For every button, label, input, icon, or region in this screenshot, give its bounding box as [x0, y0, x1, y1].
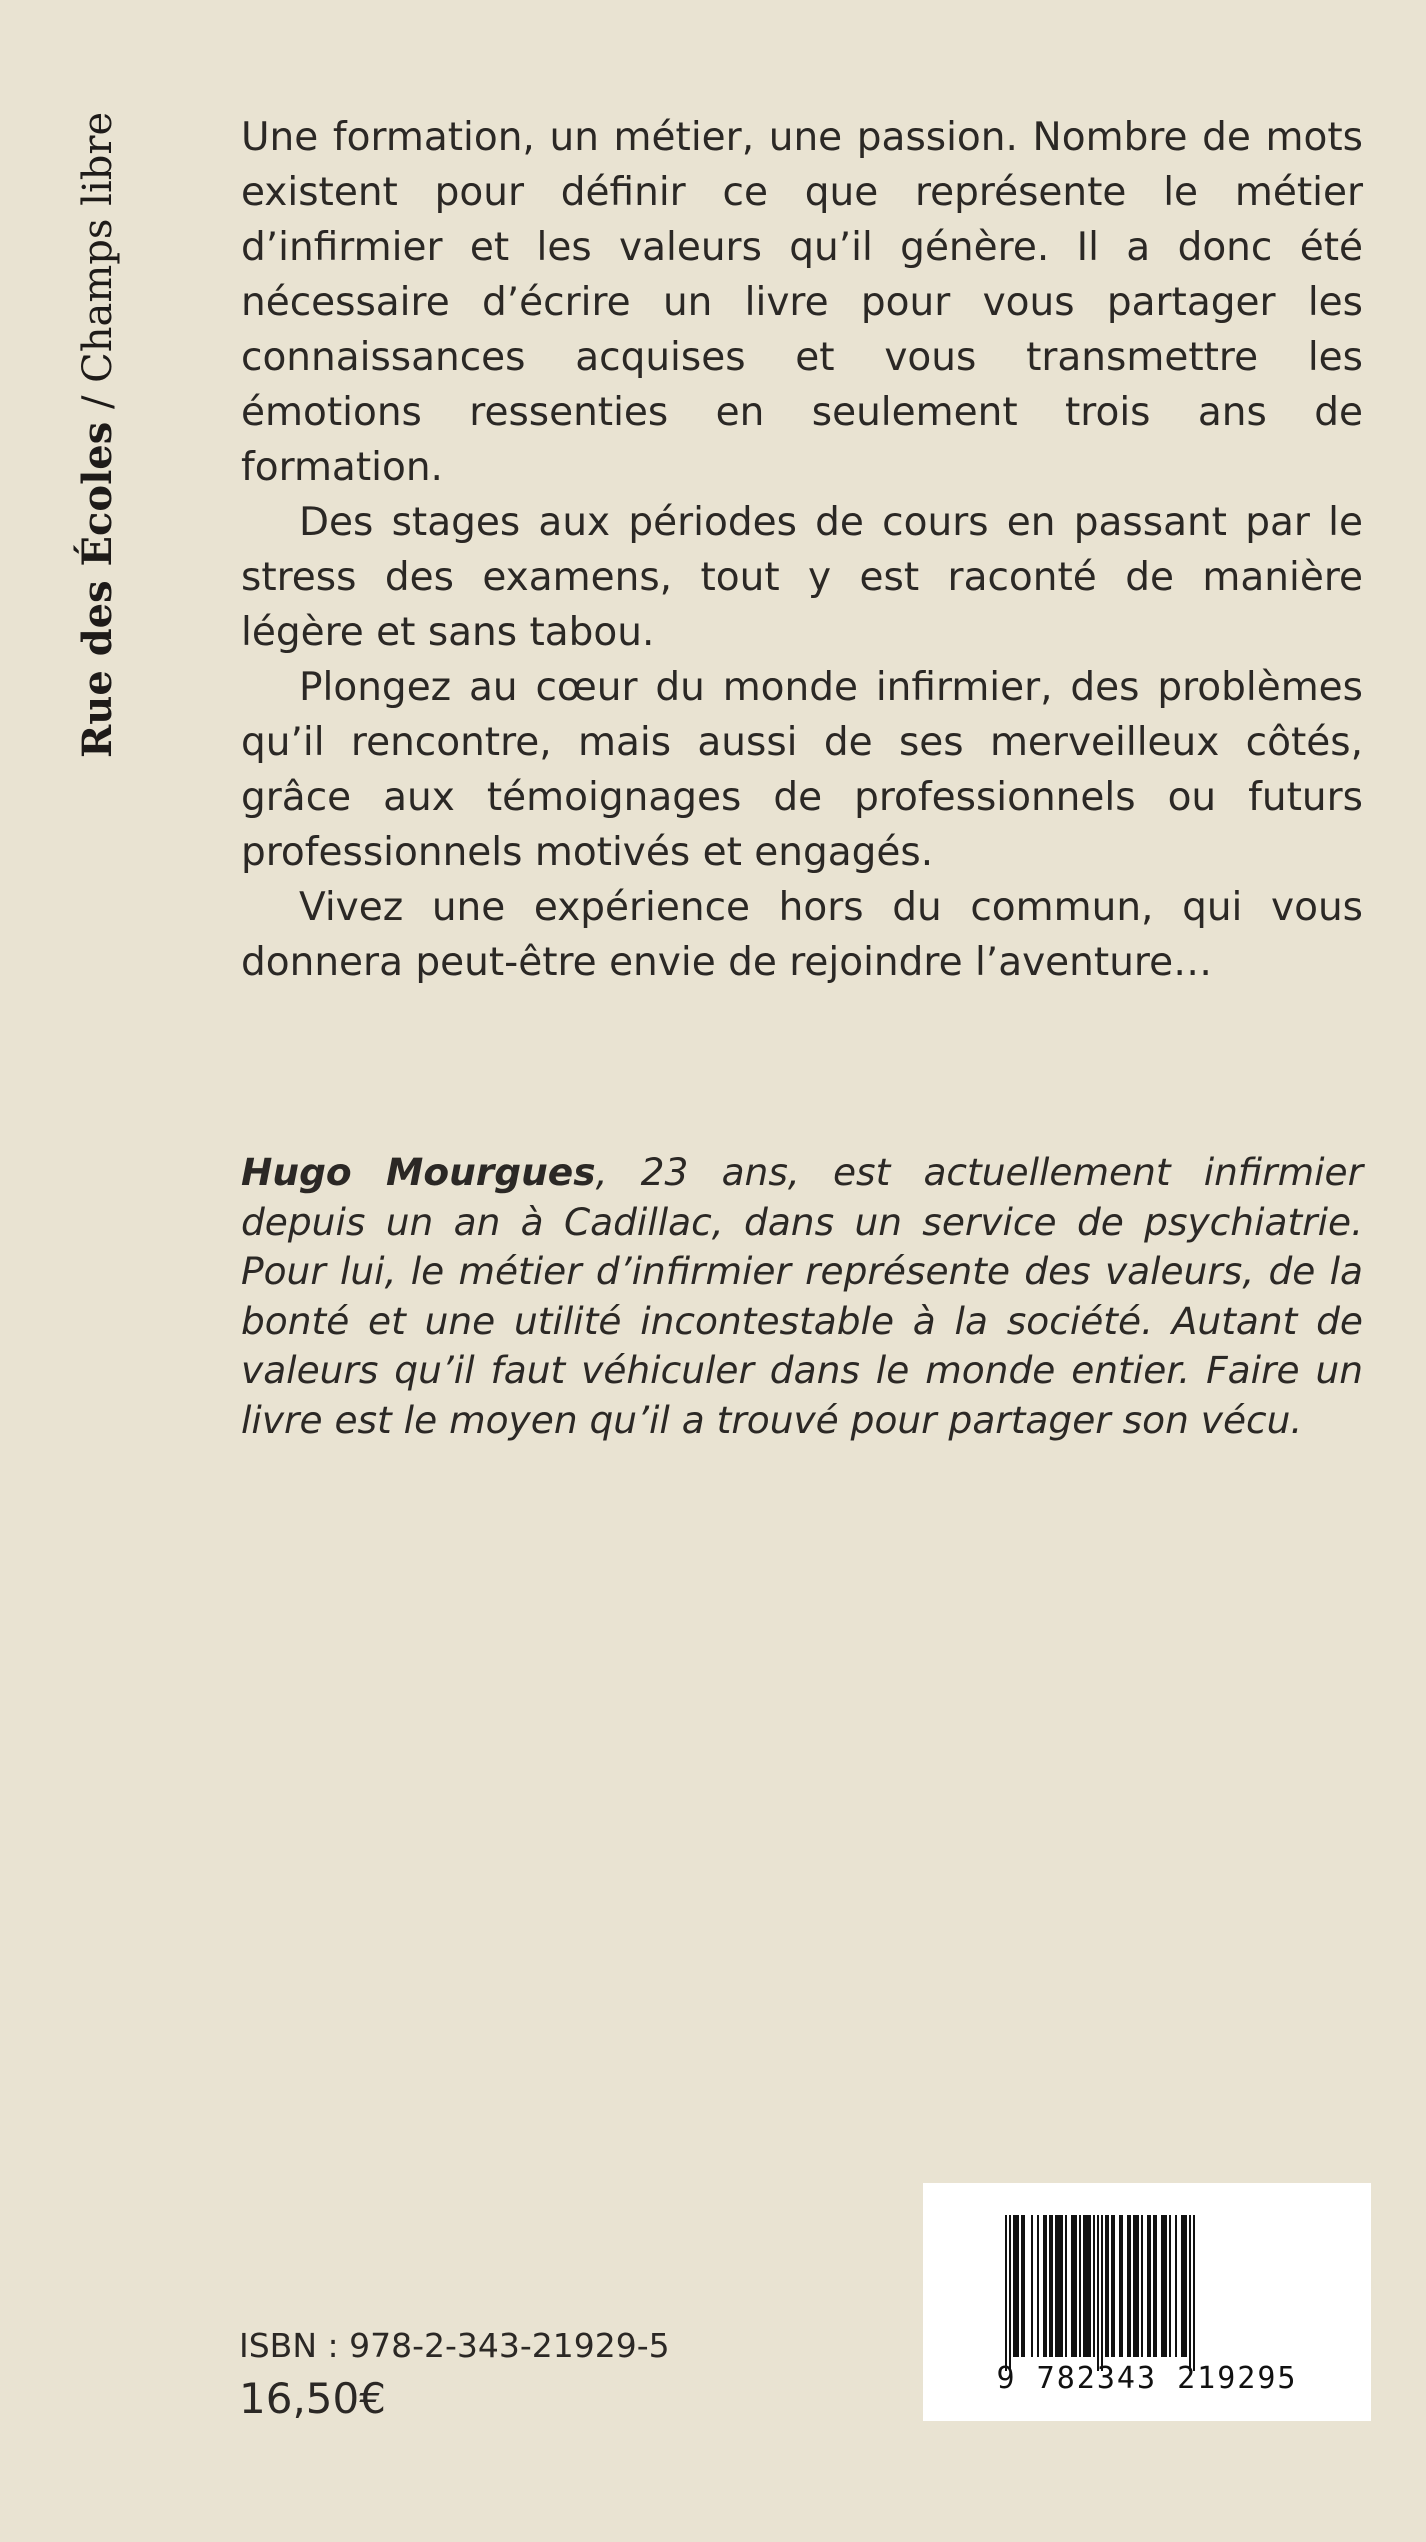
barcode-bar — [1129, 2215, 1131, 2357]
barcode-bar — [1101, 2215, 1103, 2371]
barcode-bar — [1181, 2215, 1183, 2357]
barcode — [923, 2183, 1371, 2421]
barcode-bar — [1183, 2215, 1185, 2357]
barcode-bar — [1083, 2215, 1085, 2357]
barcode-bar — [1155, 2215, 1157, 2357]
barcode-bar — [1135, 2215, 1137, 2357]
collection-name: Champs libre — [75, 111, 121, 383]
author-bio — [241, 1148, 1363, 1445]
blurb-paragraph-4: Vivez une expérience hors du commun, qui vous donnera peut-être envie de rejoindre l’aventure… — [241, 885, 1363, 985]
series-separator: / — [75, 382, 121, 422]
barcode-bar — [1163, 2215, 1165, 2357]
blurb-paragraph-3: Plongez au cœur du monde infirmier, des problèmes qu’il rencontre, mais aussi de ses merveilleux côtés, grâce aux témoignages de professionnels ou futurs professionnels motivés et engagés. — [241, 665, 1363, 875]
barcode-bar — [1017, 2215, 1019, 2357]
barcode-bar — [1059, 2215, 1061, 2357]
blurb-paragraph-1: Une formation, un métier, une passion. Nombre de mots existent pour définir ce que représente le métier d’infirmier et les valeurs qu’il génère. Il a donc été nécessaire d’écrire un livre pour vous partager les connaissances acquises et vous transmettre les émotions ressenties en seulement trois ans de formation. — [241, 115, 1363, 490]
barcode-bar — [1093, 2215, 1095, 2357]
barcode-bar — [1089, 2215, 1091, 2357]
barcode-bar — [1141, 2215, 1143, 2357]
price-label: 16,50€ — [239, 2374, 386, 2423]
barcode-bar — [1133, 2215, 1135, 2357]
barcode-bar — [1097, 2215, 1099, 2371]
book-blurb — [241, 110, 1363, 990]
barcode-bar — [1079, 2215, 1081, 2357]
barcode-bar — [1147, 2215, 1149, 2357]
barcode-bar — [1127, 2215, 1129, 2357]
barcode-bar — [1061, 2215, 1063, 2357]
barcode-bar — [1149, 2215, 1151, 2357]
barcode-bar — [1021, 2215, 1023, 2357]
barcode-bar — [1045, 2215, 1047, 2357]
barcode-bar — [1185, 2215, 1187, 2357]
barcode-bar — [1015, 2215, 1017, 2357]
barcode-bar — [1085, 2215, 1087, 2357]
barcode-bar — [1119, 2215, 1121, 2357]
barcode-bar — [1153, 2215, 1155, 2357]
barcode-digits: 9 782343 219295 — [996, 2361, 1298, 2396]
barcode-bar — [1189, 2215, 1191, 2371]
barcode-bar — [1051, 2215, 1053, 2357]
barcode-bar — [1013, 2215, 1015, 2357]
barcode-bar — [1049, 2215, 1051, 2357]
author-bio-text: , 23 ans, est actuellement infirmier depuis un an à Cadillac, dans un service de psychiatrie. Pour lui, le métier d’infirmier représente des valeurs, de la bonté et une utilité incontestable à la société. Autant de valeurs qu’il faut véhiculer dans le monde entier. Faire un livre est le moyen qu’il a trouvé pour partager son vécu. — [241, 1150, 1364, 1442]
barcode-bar — [1009, 2215, 1011, 2371]
barcode-bar — [1031, 2215, 1033, 2357]
barcode-bar — [1107, 2215, 1109, 2357]
barcode-bar — [1005, 2215, 1007, 2371]
barcode-bar — [1105, 2215, 1107, 2357]
barcode-bar — [1023, 2215, 1025, 2357]
barcode-bar — [1055, 2215, 1057, 2357]
barcode-bar — [1193, 2215, 1195, 2371]
barcode-bar — [1087, 2215, 1089, 2357]
barcode-bar — [1169, 2215, 1171, 2357]
barcode-bar — [1075, 2215, 1077, 2357]
barcode-bar — [1165, 2215, 1167, 2357]
barcode-bar — [1175, 2215, 1177, 2357]
isbn-label: ISBN : 978-2-343-21929-5 — [239, 2326, 670, 2365]
barcode-bar — [1043, 2215, 1045, 2357]
spine-title — [68, 111, 128, 758]
barcode-bar — [1073, 2215, 1075, 2357]
barcode-bar — [1111, 2215, 1113, 2357]
blurb-paragraph-2: Des stages aux périodes de cours en passant par le stress des examens, tout y est raconté de manière légère et sans tabou. — [241, 500, 1363, 655]
barcode-bar — [1121, 2215, 1123, 2357]
barcode-bar — [1071, 2215, 1073, 2357]
barcode-bar — [1137, 2215, 1139, 2357]
barcode-bar — [1065, 2215, 1067, 2357]
barcode-bar — [1057, 2215, 1059, 2357]
series-name: Rue des Écoles — [74, 421, 121, 758]
barcode-bar — [1161, 2215, 1163, 2357]
author-name: Hugo Mourgues — [241, 1150, 596, 1194]
barcode-bar — [1113, 2215, 1115, 2357]
barcode-bar — [1037, 2215, 1039, 2357]
